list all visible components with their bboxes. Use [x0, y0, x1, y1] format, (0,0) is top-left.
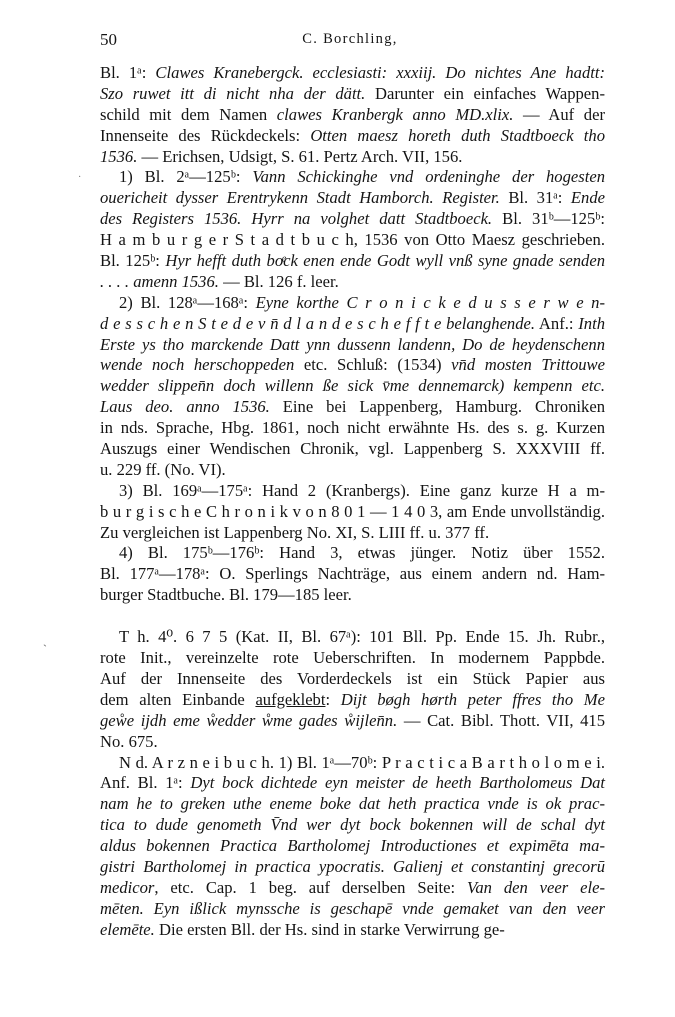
text-line: Laus deo. anno 1536. Eine bei Lappenberg, Hamburg. Chroniken	[100, 397, 605, 417]
text-line: H a m b u r g e r S t a d t b u c h, 1536 von Otto Maesz geschrieben.	[100, 230, 605, 250]
text-line: Szo ruwet itt di nicht nha der dätt. Darunter ein einfaches Wappen-	[100, 83, 605, 103]
margin-mark: `	[43, 642, 47, 656]
text-line: No. 675.	[100, 731, 158, 751]
paragraph	[100, 481, 605, 544]
text-line: nam he to greken uthe eneme boke dat heth practica vnde is ok prac-	[100, 794, 605, 814]
text-line: Auf der Innenseite des Vorderdeckels ist ein Stück Papier aus	[100, 668, 605, 688]
text-line: tica to dude genometh V̄nd wer dyt bock bokennen will de schal dyt	[100, 815, 605, 835]
text-line: 1) Bl. 2ᵃ—125ᵇ: Vann Schickinghe vnd ordeninghe der hogesten	[119, 167, 605, 187]
text-line: schild mit dem Namen clawes Kranbergk anno MD.xlix. — Auf der	[100, 104, 605, 124]
text-line: geẘe ijdh eme ẘedder ẘme gades ẘijlen̄n. — Cat. Bibl. Thott. VII, 415	[100, 710, 606, 730]
body-text	[100, 63, 605, 941]
text-line: dem alten Einbande aufgeklebt: Dijt bøgh hørth peter ffres tho Me	[100, 689, 605, 709]
text-line: T h. 4⁰. 6 7 5 (Kat. II, Bl. 67ᵃ): 101 Bll. Pp. Ende 15. Jh. Rubr.,	[119, 627, 605, 647]
text-line: wedder slippen̄n doch willenn ße sick v̄me dennemarck) kempenn etc.	[100, 376, 605, 396]
paragraph	[100, 63, 605, 167]
paragraph	[100, 543, 605, 606]
paragraph	[100, 293, 605, 481]
text-line: Zu vergleichen ist Lappenberg No. XI, S. LIII ff. u. 377 ff.	[100, 522, 490, 542]
text-line: Bl. 125ᵇ: Hyr hefft duth boͤck enen ende Godt wyll vnß syne gnade senden	[100, 251, 606, 271]
text-line: gistri Bartholomej in practica ypocratis. Galienj et constantinj grecorū	[100, 856, 605, 876]
text-line: ouericheit dysser Erentrykenn Stadt Hamborch. Register. Bl. 31ᵃ: Ende	[100, 188, 605, 208]
page-number: 50	[100, 30, 117, 49]
text-line: d e s s c h e n S t e d e v n̄ d l a n d e s c h e f f t e belanghende. Anf.: Inth	[100, 313, 606, 333]
text-line: Anf. Bl. 1ᵃ: Dyt bock dichtede eyn meister de heeth Bartholomeus Dat	[100, 773, 605, 793]
text-line: Bl. 177ᵃ—178ᵃ: O. Sperlings Nachträge, aus einem andern nd. Ham-	[100, 564, 605, 584]
text-line: in nds. Sprache, Hbg. 1861, noch nicht erwähnte Hs. des s. g. Kurzen	[100, 418, 605, 438]
text-line: 3) Bl. 169ᵃ—175ᵃ: Hand 2 (Kranbergs). Eine ganz kurze H a m-	[119, 480, 605, 500]
text-line: 4) Bl. 175ᵇ—176ᵇ: Hand 3, etwas jünger. Notiz über 1552.	[119, 543, 605, 563]
margin-dot: ·	[78, 172, 82, 183]
text-line: rote Init., vereinzelte rote Ueberschriften. In modernem Pappbde.	[100, 648, 605, 668]
paragraph	[100, 167, 605, 292]
text-line: burger Stadtbuche. Bl. 179—185 leer.	[100, 585, 352, 605]
text-line: 2) Bl. 128ᵃ—168ᵃ: Eyne korthe C r o n i c k e d u s s e r w e n-	[119, 292, 606, 312]
text-line: wende noch herschoppeden etc. Schluß: (1534) vn̄d mosten Trittouwe	[100, 355, 605, 375]
paragraph	[100, 627, 605, 752]
text-line: mēten. Eyn ißlick mynssche is geschapē vnde gemaket van den veer	[100, 898, 605, 918]
text-line: elemēte. Die ersten Bll. der Hs. sind in starke Verwirrung ge-	[100, 919, 505, 939]
text-line: Auszugs einer Wendischen Chronik, vgl. Lappenberg S. XXXVIII ff.	[100, 439, 605, 459]
paragraph	[100, 753, 605, 941]
text-line: 1536. — Erichsen, Udsigt, S. 61. Pertz Arch. VII, 156.	[100, 146, 463, 166]
text-line: Bl. 1ᵃ: Clawes Kranebergck. ecclesiasti: xxxiij. Do nichtes Ane hadtt:	[100, 63, 605, 82]
text-line: u. 229 ff. (No. VI).	[100, 459, 226, 479]
text-line: des Registers 1536. Hyrr na volghet datt Stadtboeck. Bl. 31ᵇ—125ᵇ:	[100, 209, 605, 229]
text-line: . . . . amenn 1536. — Bl. 126 f. leer.	[100, 271, 339, 291]
text-line: aldus bokennen Practica Bartholomej Introductiones et expimēta ma-	[100, 836, 605, 856]
text-line: Erste ys tho marckende Datt ynn dussenn landenn, Do de heydenschenn	[100, 334, 605, 354]
text-line: Innenseite des Rückdeckels: Otten maesz horeth duth Stadtboeck tho	[100, 125, 605, 145]
text-line: b u r g i s c h e C h r o n i k v o n 8 0 1 — 1 4 0 3, am Ende unvollständig.	[100, 501, 605, 521]
text-line: N d. A r z n e i b u c h. 1) Bl. 1ᵃ—70ᵇ: P r a c t i c a B a r t h o l o m e i.	[119, 752, 605, 772]
running-title: C. Borchling,	[302, 31, 398, 47]
section-gap	[100, 606, 605, 627]
page-header	[100, 30, 600, 52]
text-line: medicor, etc. Cap. 1 beg. auf derselben Seite: Van den veer ele-	[100, 877, 606, 897]
